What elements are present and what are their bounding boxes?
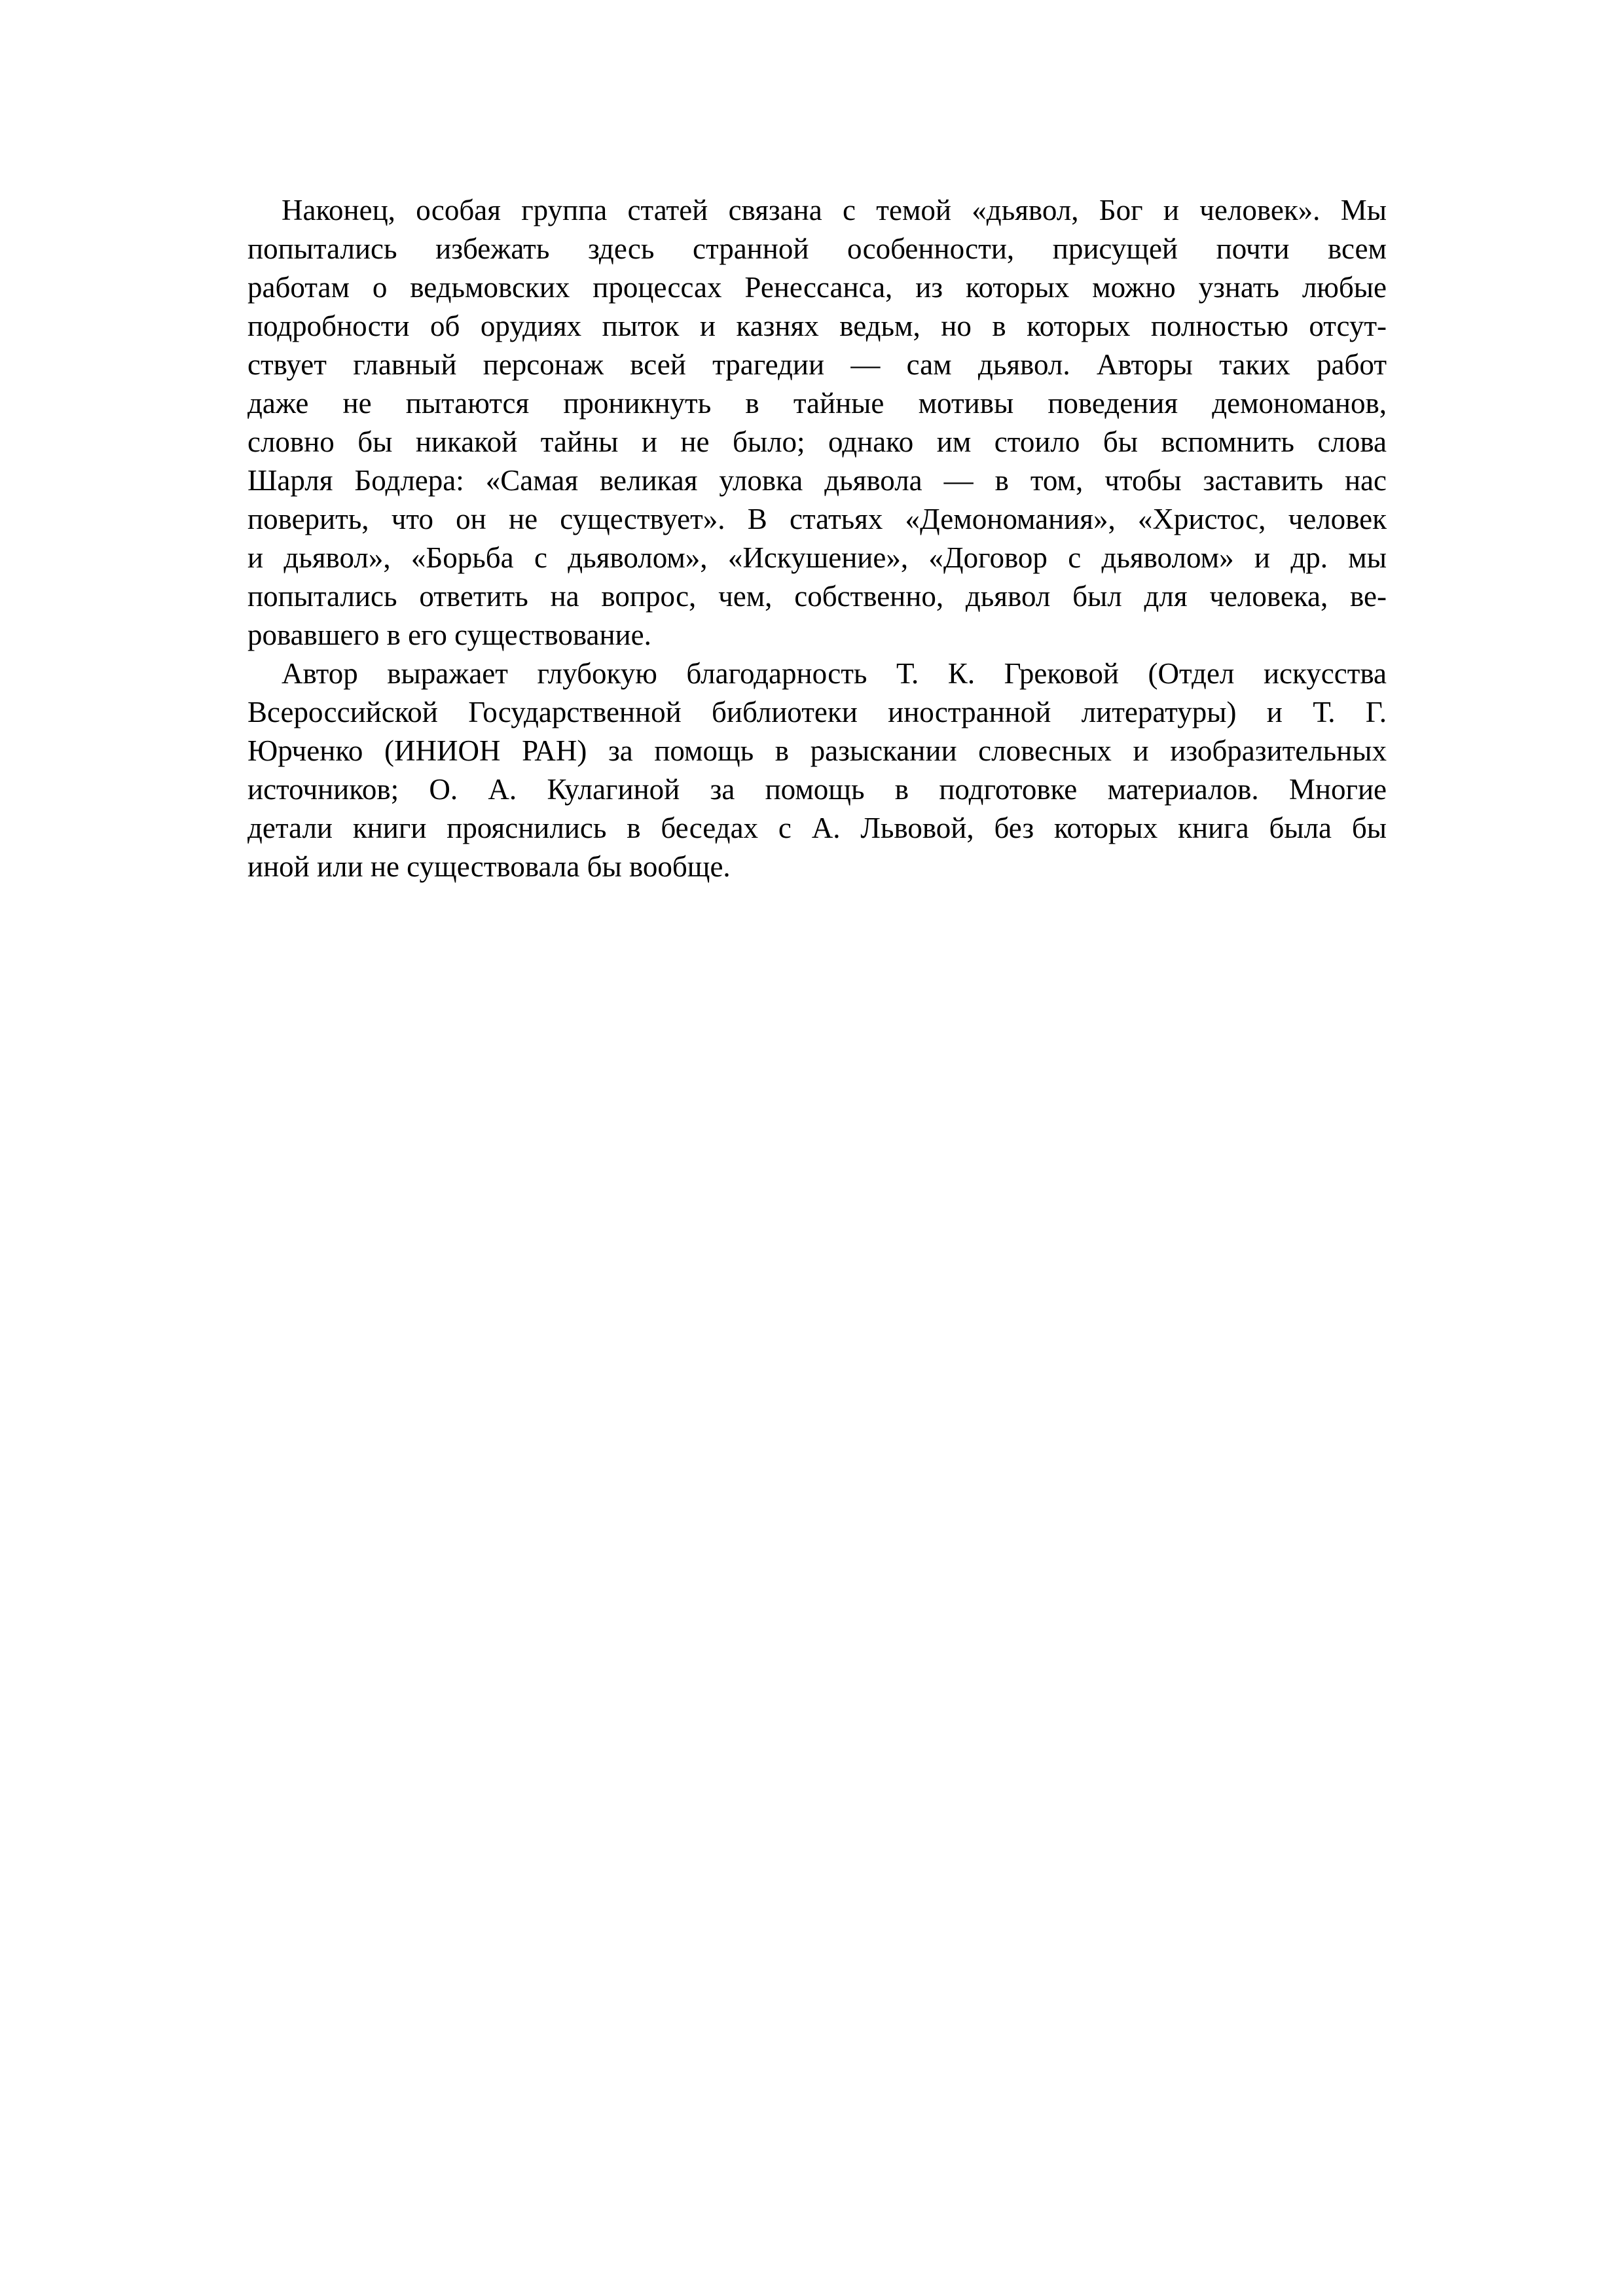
paragraph-1 xyxy=(247,191,1387,655)
text-line: поверить, что он не существует». В статьях «Демономания», «Христос, человек xyxy=(247,503,1387,535)
text-line: попытались ответить на вопрос, чем, собственно, дьявол был для человека, ве- xyxy=(247,580,1387,613)
text-line: источников; О. А. Кулагиной за помощь в подготовке материалов. Многие xyxy=(247,773,1387,806)
text-line: иной или не существовала бы вообще. xyxy=(247,850,731,883)
text-line: работам о ведьмовских процессах Ренессанса, из которых можно узнать любые xyxy=(247,271,1387,304)
text-line: Юрченко (ИНИОН РАН) за помощь в разыскании словесных и изобразительных xyxy=(247,734,1387,767)
text-line: ровавшего в его существование. xyxy=(247,619,651,651)
paragraph-2 xyxy=(247,655,1387,886)
text-line: и дьявол», «Борьба с дьяволом», «Искушение», «Договор с дьяволом» и др. мы xyxy=(247,541,1387,574)
body-text xyxy=(247,191,1387,886)
text-line: Шарля Бодлера: «Самая великая уловка дьявола — в том, чтобы заставить нас xyxy=(247,464,1387,497)
text-line: Всероссийской Государственной библиотеки иностранной литературы) и Т. Г. xyxy=(247,696,1387,728)
text-line: попытались избежать здесь странной особенности, присущей почти всем xyxy=(247,232,1387,265)
text-line: Наконец, особая группа статей связана с темой «дьявол, Бог и человек». Мы xyxy=(282,194,1387,226)
text-line: подробности об орудиях пыток и казнях ведьм, но в которых полностью отсут- xyxy=(247,310,1387,342)
text-line: Автор выражает глубокую благодарность Т. К. Грековой (Отдел искусства xyxy=(282,657,1387,690)
text-line: детали книги прояснились в беседах с А. Львовой, без которых книга была бы xyxy=(247,812,1387,844)
text-line: словно бы никакой тайны и не было; однако им стоило бы вспомнить слова xyxy=(247,425,1387,458)
text-line: даже не пытаются проникнуть в тайные мотивы поведения демономанов, xyxy=(247,387,1387,420)
text-line: ствует главный персонаж всей трагедии — сам дьявол. Авторы таких работ xyxy=(247,348,1387,381)
